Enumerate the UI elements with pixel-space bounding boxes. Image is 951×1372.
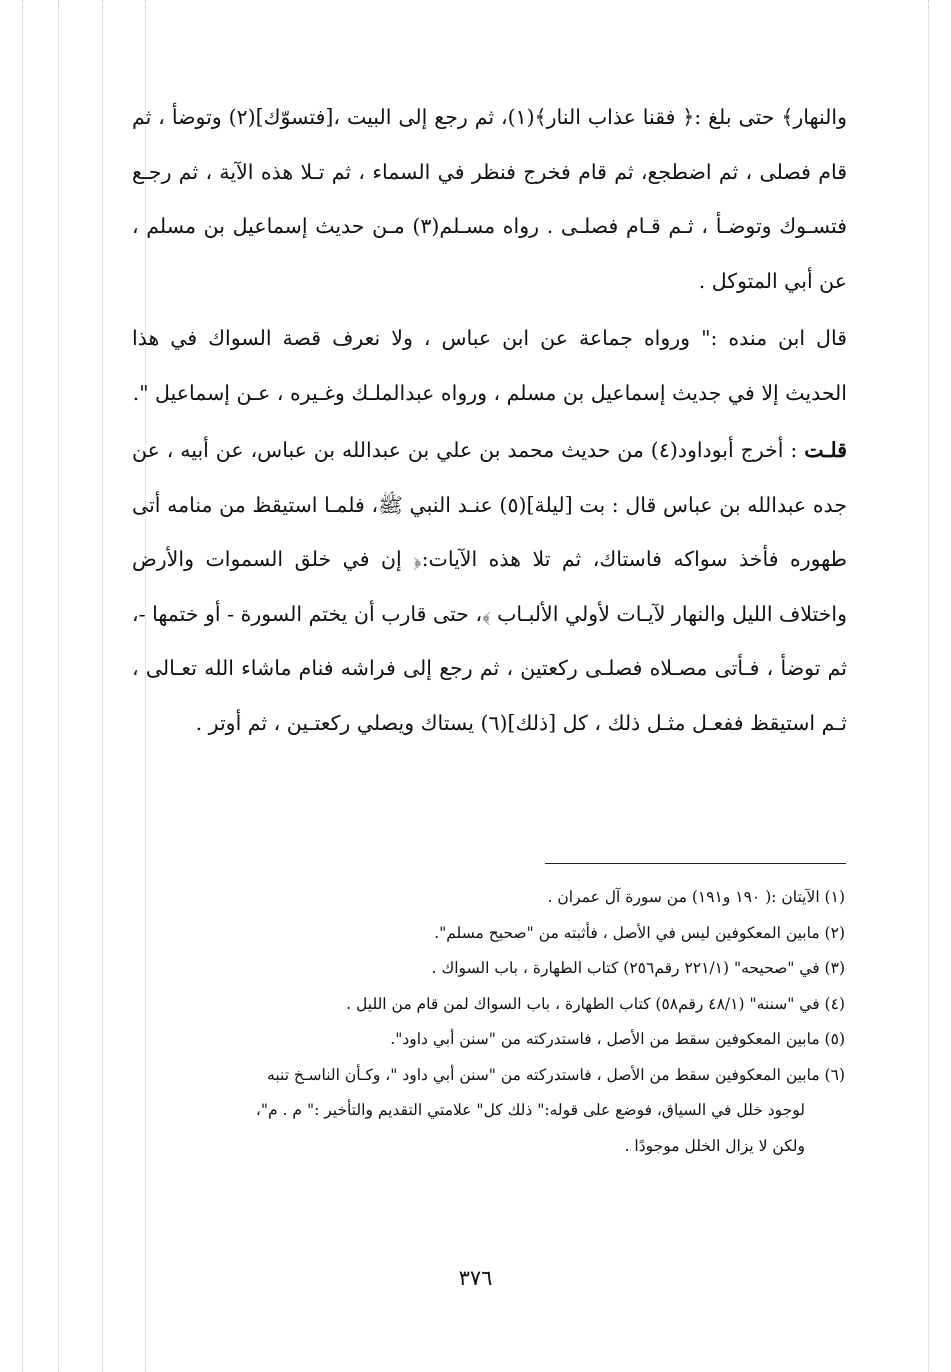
footnote-3: (٣) في "صحيحه" (٢٢١/١ رقم٢٥٦) كتاب الطهارة ، باب السواك . (431, 959, 845, 977)
qult-label: قلـت (804, 438, 847, 462)
footnote-separator (545, 863, 846, 864)
main-text (132, 90, 847, 750)
footnote-2: (٢) مابين المعكوفين ليس في الأصل ، فأثبته من "صحيح مسلم". (434, 923, 845, 942)
page-number: ٣٧٦ (458, 1266, 493, 1290)
scan-artifact-line (22, 0, 23, 1372)
scan-artifact-line (928, 0, 929, 1372)
scan-artifact-line (58, 0, 59, 1372)
footnote-6-continued: لوجود خلل في السياق، فوضع على قوله:" ذلك كل" علامتي التقديم والتأخير :" م . م"، (255, 1101, 805, 1119)
footnote-6-continued: ولكن لا يزال الخلل موجودًا . (624, 1136, 805, 1155)
footnote-1: (١) الآيتان :( ١٩٠ و١٩١) من سورة آل عمران . (547, 888, 845, 906)
paragraph-qult (132, 423, 847, 750)
paragraph-ibn-mandah: قال ابن منده :" ورواه جماعة عن ابن عباس ، ولا نعرف قصة السواك في هذا الحديث إلا في جديث إسماعيل بن مسلم ، ورواه عبدالملـك وغـيره ، عـن إسماعيل ". (132, 326, 847, 405)
footnote-6: (٦) مابين المعكوفين سقط من الأصل ، فاستدركته من "سنن أبي داود "، وكـأن الناسـخ تنبه (267, 1065, 845, 1084)
footnote-5: (٥) مابين المعكوفين سقط من الأصل ، فاستدركته من "سنن أبي داود". (390, 1030, 845, 1048)
qult-text: : أخرج أبوداود(٤) من حديث محمد بن علي بن عبدالله بن عباس، عن أبيه ، عن جده عبدالله بن عباس قال : بت [ليلة](٥) عنـد النبي ﷺ، فلمـا استيقظ من منامه أتى طهوره فأخذ سواكه فاستاك، ثم تلا هذه الآيات:﴿ إن في خلق السموات والأرض واختلاف الليل والنهار لآيـات لأولي الألبـاب ﴾، حتى قارب أن يختم السورة - أو ختمها -، ثم توضأ ، فـأتى مصـلاه فصلـى ركعتين ، ثم رجع إلى فراشه فنام ماشاء الله تعـالى ، ثـم استيقظ ففعـل مثـل ذلك ، كل [ذلك](٦) يستاك ويصلي ركعتـين ، ثم أوتر . (132, 438, 847, 735)
paragraph-hadith: والنهار﴾ حتى بلغ :﴿ فقنا عذاب النار﴾(١)، ثم رجع إلى البيت ،[فتسوّك](٢) وتوضأ ، ثم قام فصلى ، ثم اضطجع، ثم قام فخرج فنظر في السماء ، ثم تـلا هذه الآية ، ثم رجـع فتسـوك وتوضـأ ، ثـم قـام فصلـى . رواه مسـلم(٣) مـن حديث إسماعيل بن مسلم ، عن أبي المتوكل . (132, 105, 847, 293)
footnotes (140, 880, 845, 1164)
footnote-4: (٤) في "سننه" (٤٨/١ رقم٥٨) كتاب الطهارة ، باب السواك لمن قام من الليل . (346, 994, 845, 1013)
scan-artifact-line (102, 0, 103, 1372)
